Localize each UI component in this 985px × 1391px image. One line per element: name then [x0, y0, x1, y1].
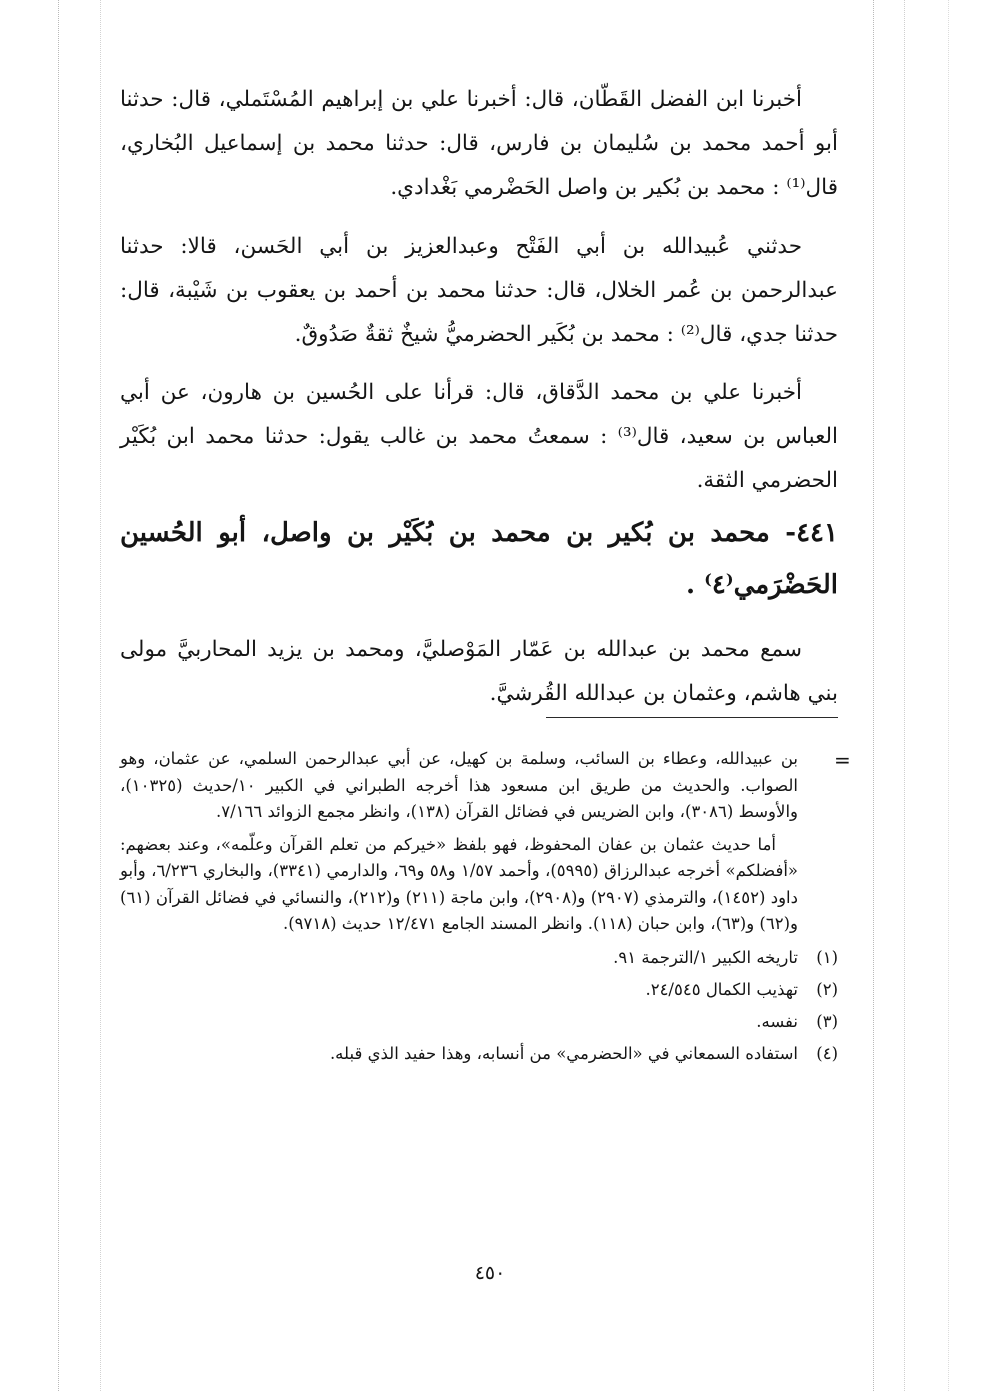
footnote-item	[120, 974, 838, 1006]
footnote-separator	[546, 717, 838, 718]
scan-guide-line	[948, 0, 949, 1391]
main-text	[120, 371, 838, 503]
paragraph-2: حدثني عُبيدالله بن أبي الفَتْح وعبدالعزيز بن أبي الحَسن، قالا: حدثنا عبدالرحمن بن عُمر الخلال، قال: حدثنا محمد بن أحمد بن يعقوب بن شَيْبة، قال: حدثنا جدي، قال⁽²⁾ : محمد بن بُكَير الحضرميُّ شيخٌ ثقةٌ صَدُوقٌ.	[120, 234, 838, 347]
footnote-number: (٤)	[816, 1043, 838, 1063]
paragraph-3: أخبرنا علي بن محمد الدَّقاق، قال: قرأنا على الحُسين بن هارون، عن أبي العباس بن سعيد، قال⁽³⁾ : سمعتُ محمد بن غالب يقول: حدثنا محمد ابن بُكَيْر الحضرمي الثقة.	[120, 380, 838, 493]
scan-guide-line	[100, 0, 101, 1391]
footnote-text: تاريخه الكبير ١/الترجمة ٩١.	[613, 947, 798, 967]
entry-heading-block	[120, 507, 838, 611]
footnotes	[120, 746, 838, 1070]
footnote-item	[120, 1006, 838, 1038]
footnote-text: نفسه.	[756, 1011, 798, 1031]
footnote-number: (٢)	[816, 979, 838, 999]
footnote-number: (١)	[816, 947, 838, 967]
entry-heading: ٤٤١- محمد بن بُكير بن محمد بن بُكَيْر بن واصل، أبو الحُسين الحَضْرَمي⁽٤⁾ .	[120, 518, 838, 600]
paragraph-1: أخبرنا ابن الفضل القَطّان، قال: أخبرنا علي بن إبراهيم المُسْتَملي، قال: حدثنا أبو أحمد محمد بن سُليمان بن فارس، قال: حدثنا محمد بن إسماعيل البُخاري، قال⁽¹⁾ : محمد بن بُكير بن واصل الحَضْرمي بَغْدادي.	[120, 87, 838, 200]
footnote-text: استفاده السمعاني في «الحضرمي» من أنسابه، وهذا حفيد الذي قبله.	[329, 1043, 798, 1063]
footnote-text: تهذيب الكمال ٢٤/٥٤٥.	[645, 979, 798, 999]
main-text	[120, 225, 838, 357]
scan-guide-line	[873, 0, 874, 1391]
scan-guide-line	[58, 0, 59, 1391]
footnote-list	[120, 942, 838, 1070]
footnote-item	[120, 942, 838, 974]
paragraph-4: سمع محمد بن عبدالله بن عَمّار المَوْصليَّ، ومحمد بن يزيد المحاربيَّ مولى بني هاشم، وعثمان بن عبدالله القُرشيَّ.	[120, 637, 838, 706]
footnote-number: (٣)	[816, 1011, 838, 1031]
main-text	[120, 78, 838, 210]
footnote-item	[120, 1038, 838, 1070]
page-number: ٤٥٠	[474, 1262, 506, 1284]
footnote-continued-text: أما حديث عثمان بن عفان المحفوظ، فهو بلفظ «خيركم من تعلم القرآن وعلّمه»، وعند بعضهم: «أفضلكم» أخرجه عبدالرزاق (٥٩٩٥)، وأحمد ١/٥٧ و٥٨ و٦٩، والدارمي (٣٣٤١)، والبخاري ٦/٢٣٦، وأبو داود (١٤٥٢)، والترمذي (٢٩٠٧) و(٢٩٠٨)، وابن ماجة (٢١١) و(٢١٢)، والنسائي في فضائل القرآن (٦١) و(٦٢) و(٦٣)، وابن حبان (١١٨). وانظر المسند الجامع ١٢/٤٧١ حديث (٩٧١٨).	[120, 834, 799, 933]
scan-guide-line	[904, 0, 905, 1391]
main-text	[120, 628, 838, 716]
footnote-continued-text: بن عبيدالله، وعطاء بن السائب، وسلمة بن كهيل، عن أبي عبدالرحمن السلمي، عن عثمان، وهو الصواب. والحديث من طريق ابن مسعود هذا أخرجه الطبراني في الكبير ١٠/حديث (١٠٣٢٥)، والأوسط (٣٠٨٦)، وابن الضريس في فضائل القرآن (١٣٨)، وانظر مجمع الزوائد ٧/١٦٦.	[120, 749, 798, 821]
footnote-continuation-mark: =	[834, 748, 851, 772]
